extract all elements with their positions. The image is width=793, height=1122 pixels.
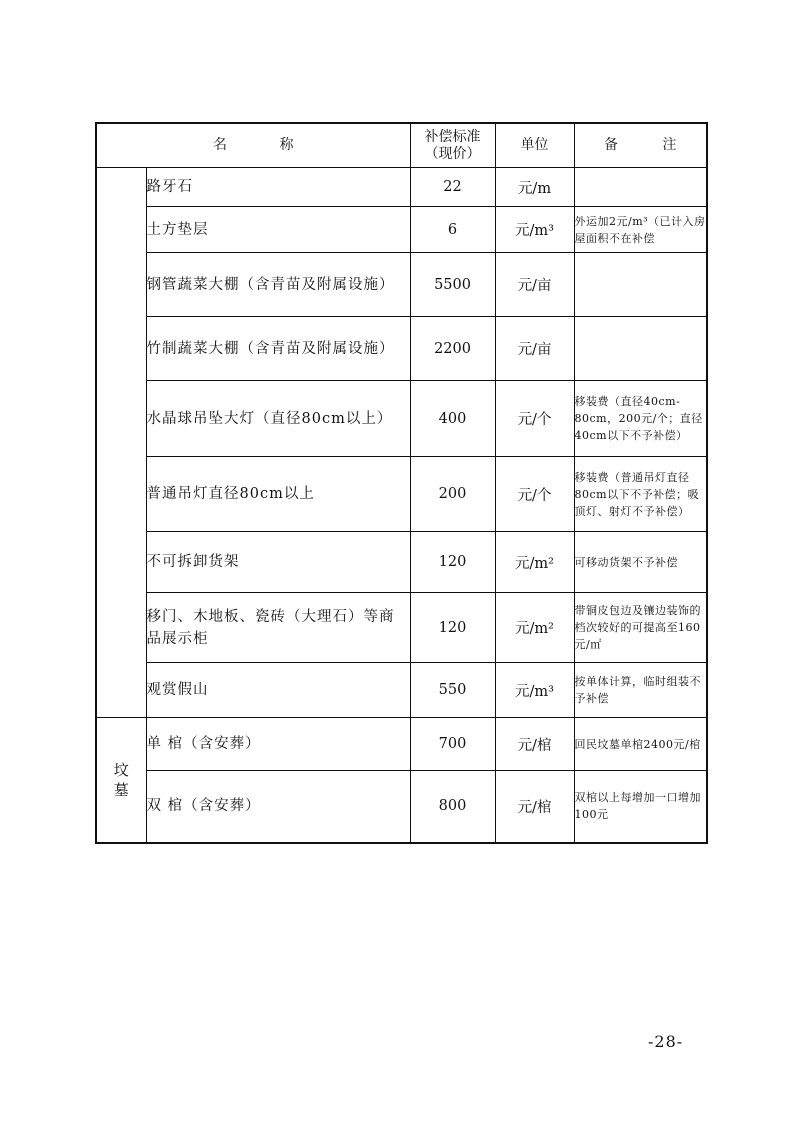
note-cell: 回民坟墓单棺2400元/棺	[574, 718, 707, 771]
price-cell: 120	[410, 593, 495, 663]
unit-cell: 元/亩	[495, 317, 574, 381]
table-row	[96, 457, 707, 532]
note-cell	[574, 317, 707, 381]
price-cell: 700	[410, 718, 495, 771]
price-cell: 22	[410, 168, 495, 207]
unit-cell: 元/m³	[495, 207, 574, 253]
item-name-cell: 双 棺（含安葬）	[146, 771, 410, 843]
note-cell: 按单体计算，临时组装不予补偿	[574, 663, 707, 718]
table-body	[96, 168, 707, 843]
price-cell: 550	[410, 663, 495, 718]
table-row	[96, 663, 707, 718]
price-cell: 120	[410, 532, 495, 593]
note-cell: 可移动货架不予补偿	[574, 532, 707, 593]
table-row	[96, 593, 707, 663]
unit-cell: 元/m	[495, 168, 574, 207]
item-name-cell: 不可拆卸货架	[146, 532, 410, 593]
compensation-table	[95, 122, 708, 844]
unit-cell: 元/m²	[495, 532, 574, 593]
note-cell	[574, 168, 707, 207]
price-cell: 400	[410, 381, 495, 457]
price-cell: 200	[410, 457, 495, 532]
note-cell: 外运加2元/m³（已计入房屋面积不在补偿	[574, 207, 707, 253]
note-cell: 带铜皮包边及镶边装饰的档次较好的可提高至160元/㎡	[574, 593, 707, 663]
category-cell	[96, 718, 146, 843]
unit-cell: 元/亩	[495, 253, 574, 317]
table-row	[96, 317, 707, 381]
unit-cell: 元/个	[495, 457, 574, 532]
item-name-cell: 单 棺（含安葬）	[146, 718, 410, 771]
header-price-line2: （现价）	[424, 145, 481, 162]
item-name-cell: 观赏假山	[146, 663, 410, 718]
note-cell: 移装费（普通吊灯直径80cm以下不予补偿；吸顶灯、射灯不予补偿）	[574, 457, 707, 532]
table-row	[96, 771, 707, 843]
note-cell	[574, 253, 707, 317]
price-cell: 5500	[410, 253, 495, 317]
table-row	[96, 207, 707, 253]
item-name-cell: 钢管蔬菜大棚（含青苗及附属设施）	[146, 253, 410, 317]
item-name-cell: 水晶球吊坠大灯（直径80cm以上）	[146, 381, 410, 457]
item-name-cell: 普通吊灯直径80cm以上	[146, 457, 410, 532]
item-name-cell: 竹制蔬菜大棚（含青苗及附属设施）	[146, 317, 410, 381]
table-row	[96, 381, 707, 457]
item-name-cell: 路牙石	[146, 168, 410, 207]
table-row	[96, 253, 707, 317]
unit-cell: 元/棺	[495, 718, 574, 771]
category-cell	[96, 168, 146, 718]
header-unit: 单位	[495, 123, 574, 168]
table-row	[96, 532, 707, 593]
item-name-cell: 移门、木地板、瓷砖（大理石）等商品展示柜	[146, 593, 410, 663]
price-cell: 2200	[410, 317, 495, 381]
header-price	[410, 123, 495, 168]
price-cell: 6	[410, 207, 495, 253]
page-number: -28-	[648, 1032, 684, 1051]
unit-cell: 元/棺	[495, 771, 574, 843]
table-row	[96, 168, 707, 207]
note-cell: 双棺以上每增加一口增加100元	[574, 771, 707, 843]
header-row	[96, 123, 707, 168]
table-row	[96, 718, 707, 771]
unit-cell: 元/m²	[495, 593, 574, 663]
note-cell: 移装费（直径40cm-80cm，200元/个；直径40cm以下不予补偿）	[574, 381, 707, 457]
category-label: 坟墓	[113, 760, 129, 799]
header-note: 备 注	[574, 123, 707, 168]
item-name-cell: 土方垫层	[146, 207, 410, 253]
unit-cell: 元/个	[495, 381, 574, 457]
unit-cell: 元/m³	[495, 663, 574, 718]
price-cell: 800	[410, 771, 495, 843]
header-price-line1: 补偿标准	[424, 128, 481, 145]
header-name: 名 称	[96, 123, 410, 168]
